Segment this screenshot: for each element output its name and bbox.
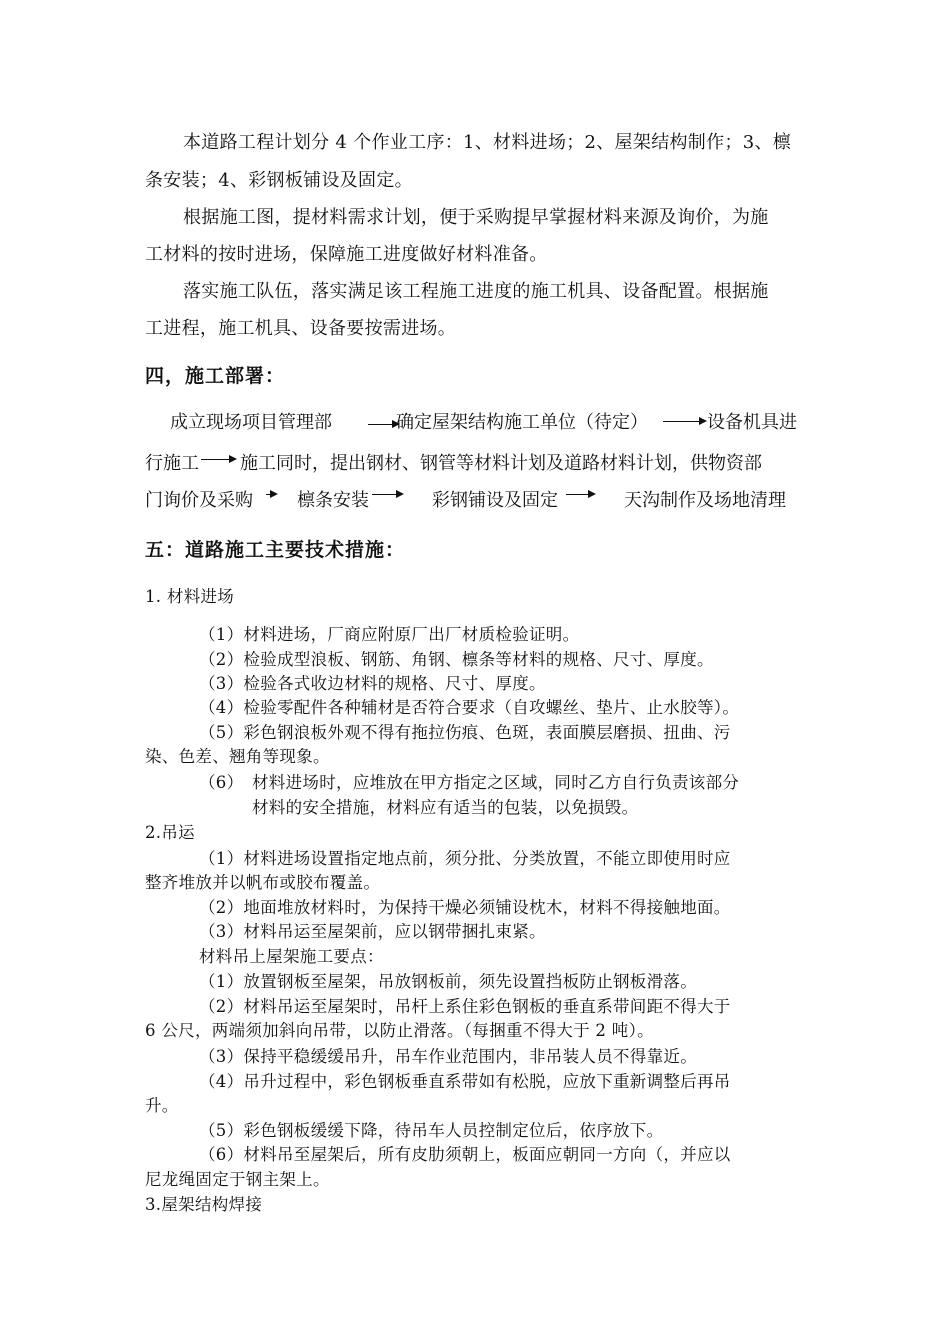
flow-step-gutter: 天沟制作及场地清理 — [624, 490, 786, 511]
hoist-point-3: （3）保持平稳缓缓吊升，吊车作业范围内，非吊装人员不得靠近。 — [199, 1047, 697, 1066]
hoist-point-4-line1: （4）吊升过程中，彩色钢板垂直系带如有松脱，应放下重新调整后再吊 — [199, 1072, 731, 1091]
subsection-hoisting: 2.吊运 — [145, 823, 195, 842]
intro-p2-line2: 工材料的按时进场，保障施工进度做好材料准备。 — [145, 244, 548, 265]
flow-step-construction: 行施工 — [145, 453, 199, 474]
hoist-point-1: （1）放置钢板至屋架，吊放钢板前，须先设置挡板防止钢板滑落。 — [199, 972, 697, 991]
material-item-4: （4）检验零配件各种辅材是否符合要求（自攻螺丝、垫片、止水胶等）。 — [199, 698, 740, 717]
flow-step-confirm-unit: 确定屋架结构施工单位（待定） — [396, 412, 648, 433]
flow-arrow-6 — [566, 494, 594, 495]
hoist-point-2-line2: 6 公尺，两端须加斜向吊带，以防止滑落。（每捆重不得大于 2 吨）。 — [145, 1021, 654, 1040]
flow-arrow-2 — [663, 421, 705, 422]
flow-step-material-plan: 施工同时，提出钢材、钢管等材料计划及道路材料计划，供物资部 — [240, 453, 762, 474]
material-item-6-line1: 材料进场时，应堆放在甲方指定之区域，同时乙方自行负责该部分 — [252, 773, 740, 792]
flow-arrow-4 — [266, 494, 276, 495]
hoist-item-1-line1: （1）材料进场设置指定地点前，须分批、分类放置，不能立即使用时应 — [199, 849, 731, 868]
flow-arrow-5 — [372, 494, 402, 495]
hoist-item-3: （3）材料吊运至屋架前，应以钢带捆扎束紧。 — [199, 922, 546, 941]
section4-heading: 四，施工部署： — [145, 365, 286, 387]
hoist-item-1-line2: 整齐堆放并以帆布或胶布覆盖。 — [145, 873, 381, 892]
material-item-3: （3）检验各式收边材料的规格、尺寸、厚度。 — [199, 674, 546, 693]
hoist-point-4-line2: 升。 — [145, 1096, 179, 1115]
intro-p3-line2: 工进程，施工机具、设备要按需进场。 — [145, 318, 457, 339]
hoist-item-2: （2）地面堆放材料时，为保持干燥必须铺设枕木，材料不得接触地面。 — [199, 898, 731, 917]
material-item-6-line2: 材料的安全措施，材料应有适当的包装，以免损毁。 — [252, 798, 639, 817]
flow-arrow-3 — [201, 459, 235, 460]
subsection-material-entry: 1. 材料进场 — [145, 587, 235, 606]
flow-step-equipment: 设备机具进 — [707, 412, 797, 433]
hoist-points-title: 材料吊上屋架施工要点： — [199, 947, 384, 966]
section5-heading: 五：道路施工主要技术措施： — [145, 539, 406, 561]
intro-p3-line1: 落实施工队伍，落实满足该工程施工进度的施工机具、设备配置。根据施 — [183, 281, 769, 302]
flow-step-steel-sheet: 彩钢铺设及固定 — [432, 490, 558, 511]
hoist-point-5: （5）彩色钢板缓缓下降，待吊车人员控制定位后，依序放下。 — [199, 1121, 664, 1140]
flow-arrow-1 — [368, 424, 398, 425]
material-item-5-line2: 染、色差、翘角等现象。 — [145, 747, 330, 766]
hoist-point-6-line1: （6）材料吊至屋架后，所有皮肋须朝上，板面应朝同一方向（，并应以 — [199, 1145, 731, 1164]
subsection-roof-welding: 3.屋架结构焊接 — [145, 1195, 263, 1214]
flow-step-setup-office: 成立现场项目管理部 — [170, 412, 332, 433]
intro-p1-line2: 条安装；4、彩钢板铺设及固定。 — [145, 170, 413, 191]
material-item-2: （2）检验成型浪板、钢筋、角钢、檩条等材料的规格、尺寸、厚度。 — [199, 650, 714, 669]
hoist-point-2-line1: （2）材料吊运至屋架时，吊杆上系住彩色钢板的垂直系带间距不得大于 — [199, 997, 731, 1016]
intro-p1-line1: 本道路工程计划分 4 个作业工序：1、材料进场；2、屋架结构制作；3、檩 — [183, 132, 792, 153]
material-item-1: （1）材料进场，厂商应附原厂出厂材质检验证明。 — [199, 625, 580, 644]
hoist-point-6-line2: 尼龙绳固定于钢主架上。 — [145, 1170, 330, 1189]
intro-p2-line1: 根据施工图，提材料需求计划，便于采购提早掌握材料来源及询价，为施 — [183, 207, 769, 228]
material-item-5-line1: （5）彩色钢浪板外观不得有拖拉伤痕、色斑，表面膜层磨损、扭曲、污 — [199, 723, 731, 742]
flow-step-procurement: 门询价及采购 — [145, 490, 253, 511]
flow-step-purlin: 檩条安装 — [297, 490, 369, 511]
material-item-6-number: （6） — [199, 773, 244, 792]
